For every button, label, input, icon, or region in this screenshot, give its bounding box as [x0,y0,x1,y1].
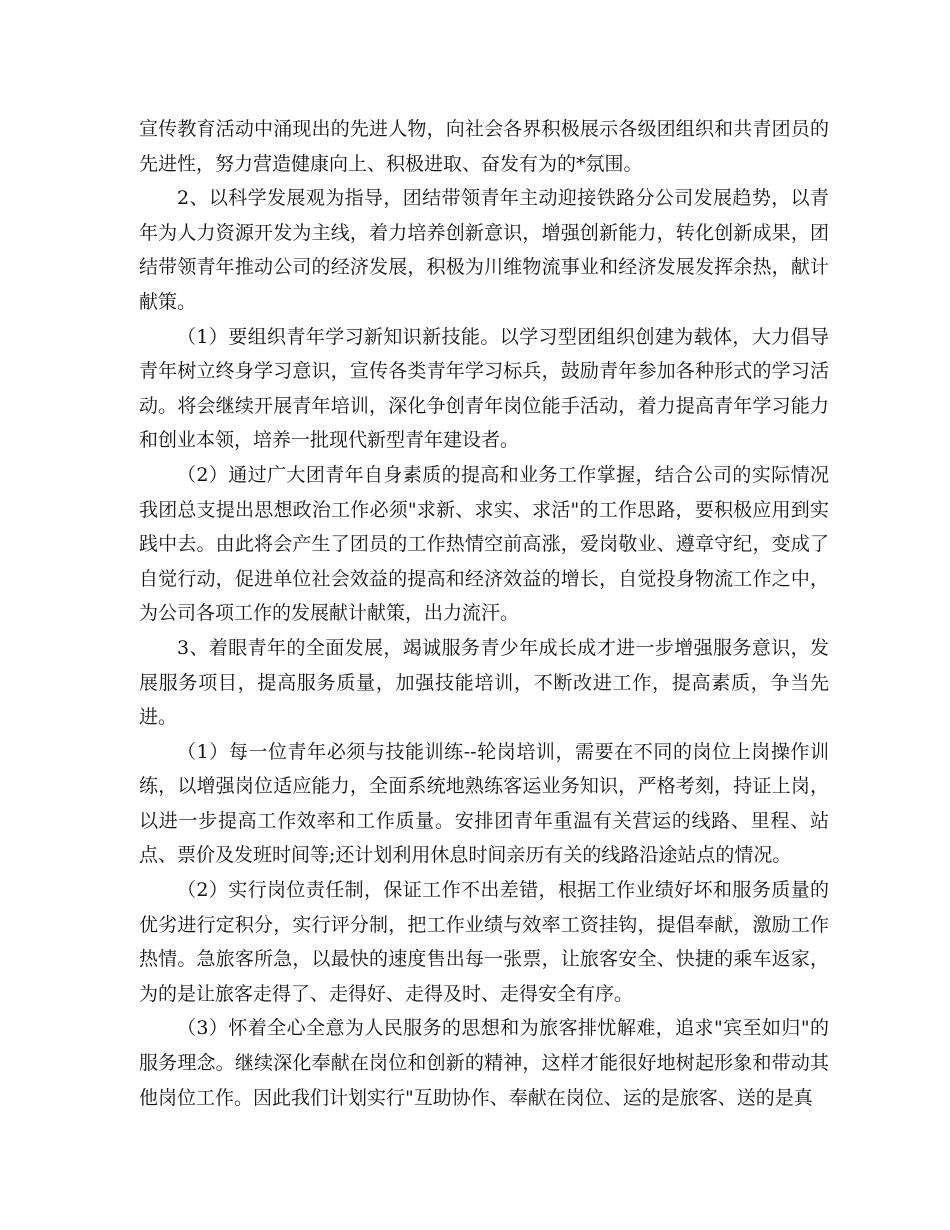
paragraph-1: 宣传教育活动中涌现出的先进人物，向社会各界积极展示各级团组织和共青团员的先进性，努力营造健康向上、积极进取、奋发有为的*氛围。 [139,118,829,175]
paragraph-2: 2、以科学发展观为指导，团结带领青年主动迎接铁路分公司发展趋势，以青年为人力资源开发为主线，着力培养创新意识，增强创新能力，转化创新成果，团结带领青年推动公司的经济发展，积极为川维物流事业和经济发展发挥余热，献计献策。 [139,187,829,313]
paragraph-3: （1）要组织青年学习新知识新技能。以学习型团组织创建为载体，大力倡导青年树立终身学习意识，宣传各类青年学习标兵，鼓励青年参加各种形式的学习活动。将会继续开展青年培训，深化争创青年岗位能手活动，着力提高青年学习能力和创业本领，培养一批现代新型青年建设者。 [139,325,829,452]
paragraph-8: （3）怀着全心全意为人民服务的思想和为旅客排忧解难，追求"宾至如归"的服务理念。继续深化奉献在岗位和创新的精神，这样才能很好地树起形象和带动其他岗位工作。因此我们计划实行"互助协作、奉献在岗位、运的是旅客、送的是真 [139,1017,829,1109]
paragraph-6: （1）每一位青年必须与技能训练--轮岗培训，需要在不同的岗位上岗操作训练，以增强岗位适应能力，全面系统地熟练客运业务知识，严格考刻，持证上岗，以进一步提高工作效率和工作质量。安排团青年重温有关营运的线路、里程、站点、票价及发班时间等;还计划利用休息时间亲历有关的线路沿途站点的情况。 [139,740,829,867]
paragraph-4: （2）通过广大团青年自身素质的提高和业务工作掌握，结合公司的实际情况我团总支提出思想政治工作必须"求新、求实、求活"的工作思路，要积极应用到实践中去。由此将会产生了团员的工作热情空前高涨，爱岗敬业、遵章守纪，变成了自觉行动，促进单位社会效益的提高和经济效益的增长，自觉投身物流工作之中，为公司各项工作的发展献计献策，出力流汗。 [139,463,829,625]
document-body [139,112,829,1115]
paragraph-5: 3、着眼青年的全面发展，竭诚服务青少年成长成才进一步增强服务意识，发展服务项目，提高服务质量，加强技能培训，不断改进工作，提高素质，争当先进。 [139,636,829,729]
paragraph-7: （2）实行岗位责任制，保证工作不出差错，根据工作业绩好坏和服务质量的优劣进行定积分，实行评分制，把工作业绩与效率工资挂钩，提倡奉献，激励工作热情。急旅客所急，以最快的速度售出每一张票，让旅客安全、快捷的乘车返家，为的是让旅客走得了、走得好、走得及时、走得安全有序。 [139,879,829,1005]
